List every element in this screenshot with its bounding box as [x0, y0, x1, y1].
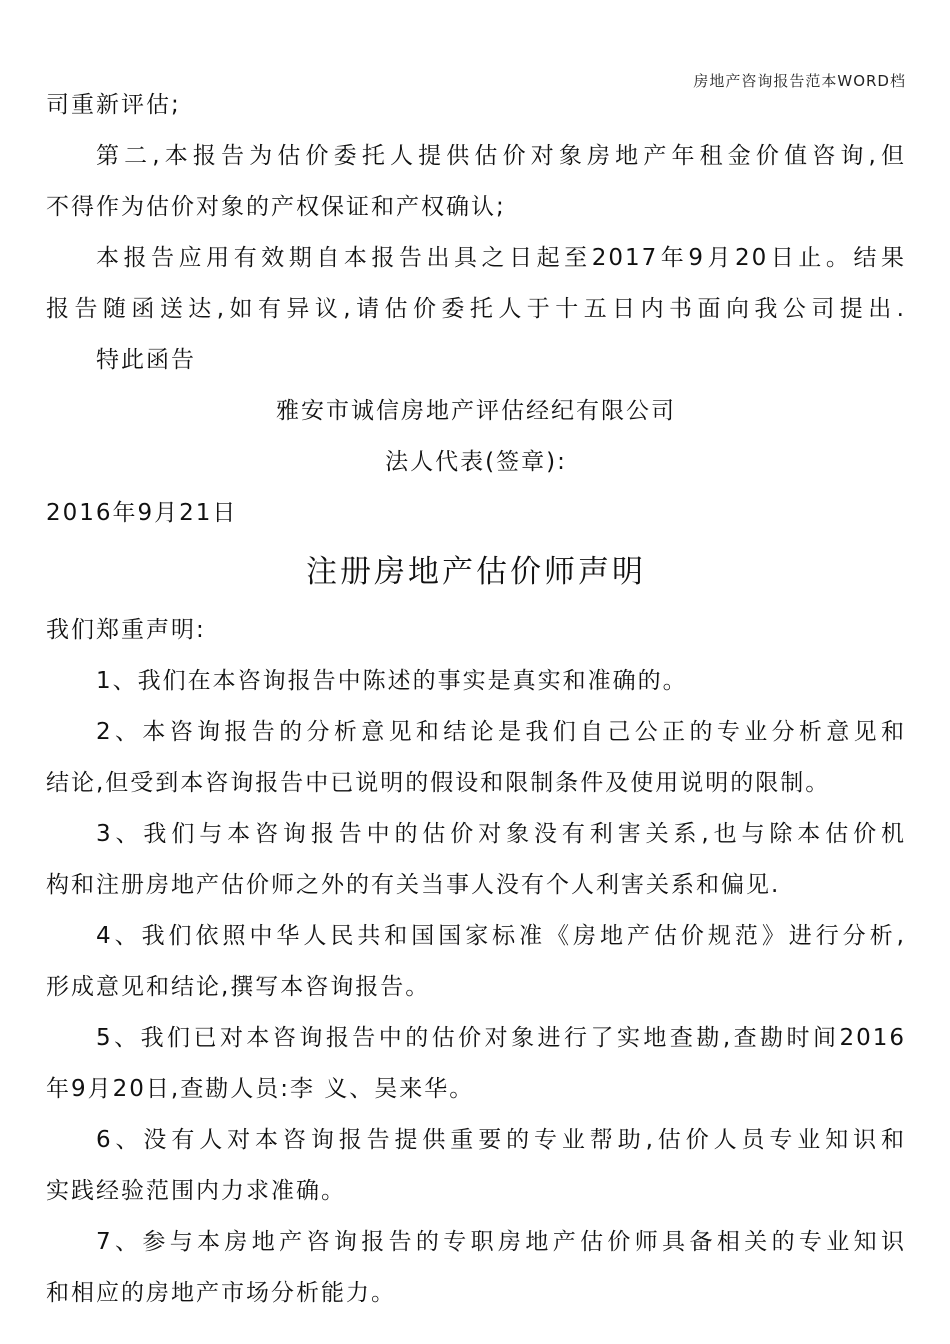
- statement-line: 7、参与本房地产咨询报告的专职房地产估价师具备相关的专业知识: [96, 1229, 906, 1255]
- statement-line: 年9月20日,查勘人员:李 义、吴来华。: [46, 1076, 475, 1102]
- document-body: [46, 80, 906, 1319]
- statement-line: 2、本咨询报告的分析意见和结论是我们自己公正的专业分析意见和: [96, 719, 906, 745]
- letter-line: 报告随函送达,如有异议,请估价委托人于十五日内书面向我公司提出.: [46, 296, 906, 322]
- letter-line: 不得作为估价对象的产权保证和产权确认;: [46, 194, 506, 220]
- statement-line: 5、我们已对本咨询报告中的估价对象进行了实地查勘,查勘时间2016: [96, 1025, 906, 1051]
- statement-line: 3、我们与本咨询报告中的估价对象没有利害关系,也与除本估价机: [96, 821, 906, 847]
- statement-line: 4、我们依照中华人民共和国国家标准《房地产估价规范》进行分析,: [96, 923, 906, 949]
- legal-representative: 法人代表(签章):: [385, 449, 567, 475]
- statement-intro: 我们郑重声明:: [46, 617, 206, 643]
- company-name: 雅安市诚信房地产评估经纪有限公司: [276, 398, 676, 424]
- cover-letter-section: [46, 80, 906, 539]
- statement-line: 和相应的房地产市场分析能力。: [46, 1280, 396, 1306]
- letter-line: 司重新评估;: [46, 92, 181, 118]
- statement-line: 形成意见和结论,撰写本咨询报告。: [46, 974, 431, 1000]
- statement-line: 1、我们在本咨询报告中陈述的事实是真实和准确的。: [96, 668, 688, 694]
- letter-line: 本报告应用有效期自本报告出具之日起至2017年9月20日止。结果: [96, 245, 906, 271]
- section-title: 注册房地产估价师声明: [306, 554, 646, 590]
- page-header: 房地产咨询报告范本WORD档: [693, 72, 906, 90]
- statement-line: 6、没有人对本咨询报告提供重要的专业帮助,估价人员专业知识和: [96, 1127, 906, 1153]
- statement-section: [46, 605, 906, 1319]
- statement-line: 结论,但受到本咨询报告中已说明的假设和限制条件及使用说明的限制。: [46, 770, 831, 796]
- letter-closing: 特此函告: [96, 347, 196, 373]
- statement-line: 构和注册房地产估价师之外的有关当事人没有个人利害关系和偏见.: [46, 872, 781, 898]
- letter-date: 2016年9月21日: [46, 500, 238, 526]
- statement-line: 实践经验范围内力求准确。: [46, 1178, 346, 1204]
- letter-line: 第二,本报告为估价委托人提供估价对象房地产年租金价值咨询,但: [96, 143, 906, 169]
